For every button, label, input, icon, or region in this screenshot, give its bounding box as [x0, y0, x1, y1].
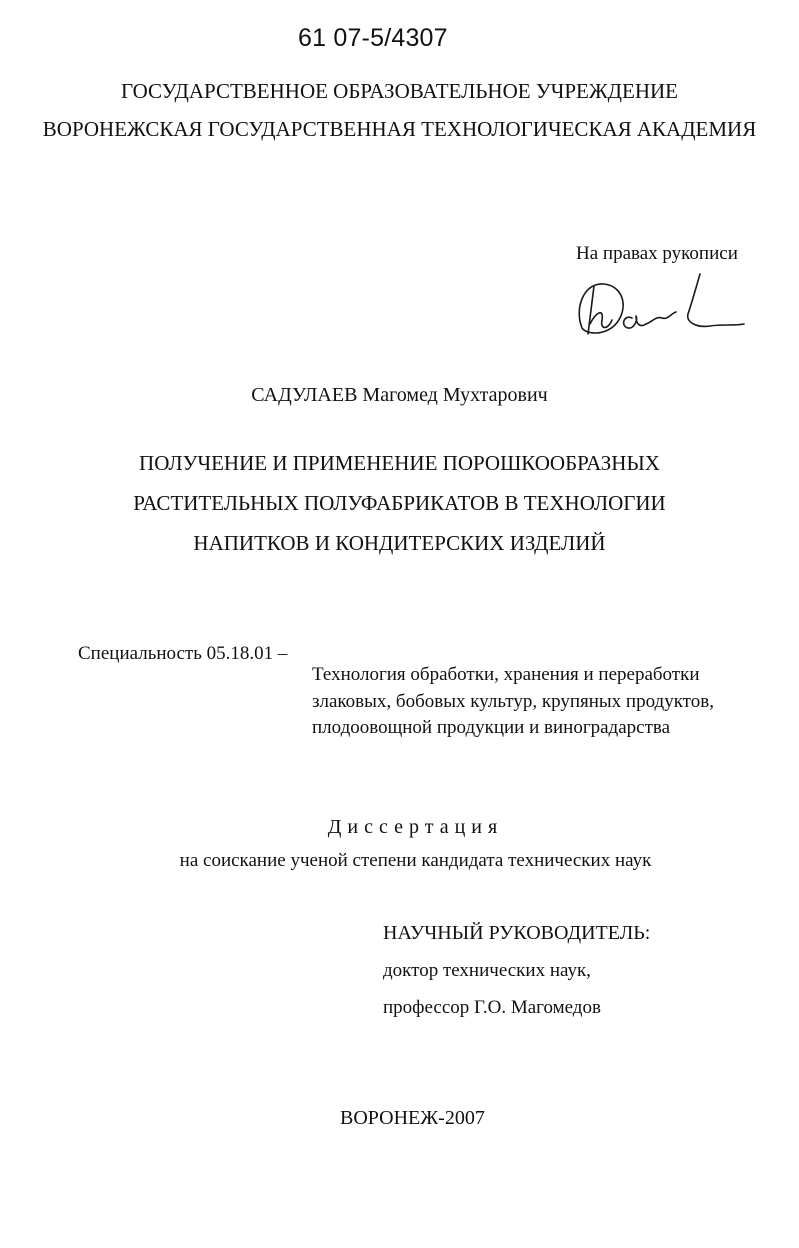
institution-line-1: ГОСУДАРСТВЕННОЕ ОБРАЗОВАТЕЛЬНОЕ УЧРЕЖДЕНИЕ [121, 79, 678, 103]
author-name: САДУЛАЕВ Магомед Мухтарович [251, 384, 548, 406]
supervisor-heading: НАУЧНЫЙ РУКОВОДИТЕЛЬ: [383, 922, 651, 944]
specialty-description-line-2: злаковых, бобовых культур, крупяных продуктов, [312, 691, 714, 712]
document-type-heading: Диссертация [327, 816, 504, 838]
supervisor-name: профессор Г.О. Магомедов [383, 997, 601, 1018]
specialty-description-line-1: Технология обработки, хранения и переработки [312, 664, 700, 685]
supervisor-degree: доктор технических наук, [383, 960, 591, 981]
handwritten-signature [572, 268, 752, 348]
city-year: ВОРОНЕЖ-2007 [340, 1107, 485, 1129]
specialty-label: Специальность 05.18.01 – [78, 643, 288, 664]
dissertation-title-line-2: РАСТИТЕЛЬНЫХ ПОЛУФАБРИКАТОВ В ТЕХНОЛОГИИ [133, 491, 666, 515]
degree-purpose-line: на соискание ученой степени кандидата технических наук [179, 850, 652, 871]
specialty-description-line-3: плодоовощной продукции и виноградарства [312, 717, 671, 738]
manuscript-rights-note: На правах рукописи [576, 243, 738, 264]
dissertation-title-line-3: НАПИТКОВ И КОНДИТЕРСКИХ ИЗДЕЛИЙ [193, 531, 606, 555]
dissertation-title-line-1: ПОЛУЧЕНИЕ И ПРИМЕНЕНИЕ ПОРОШКООБРАЗНЫХ [139, 451, 660, 475]
archive-stamp-number: 61 07-5/4307 [298, 24, 448, 52]
institution-line-2: ВОРОНЕЖСКАЯ ГОСУДАРСТВЕННАЯ ТЕХНОЛОГИЧЕСКАЯ АКАДЕМИЯ [42, 117, 757, 141]
